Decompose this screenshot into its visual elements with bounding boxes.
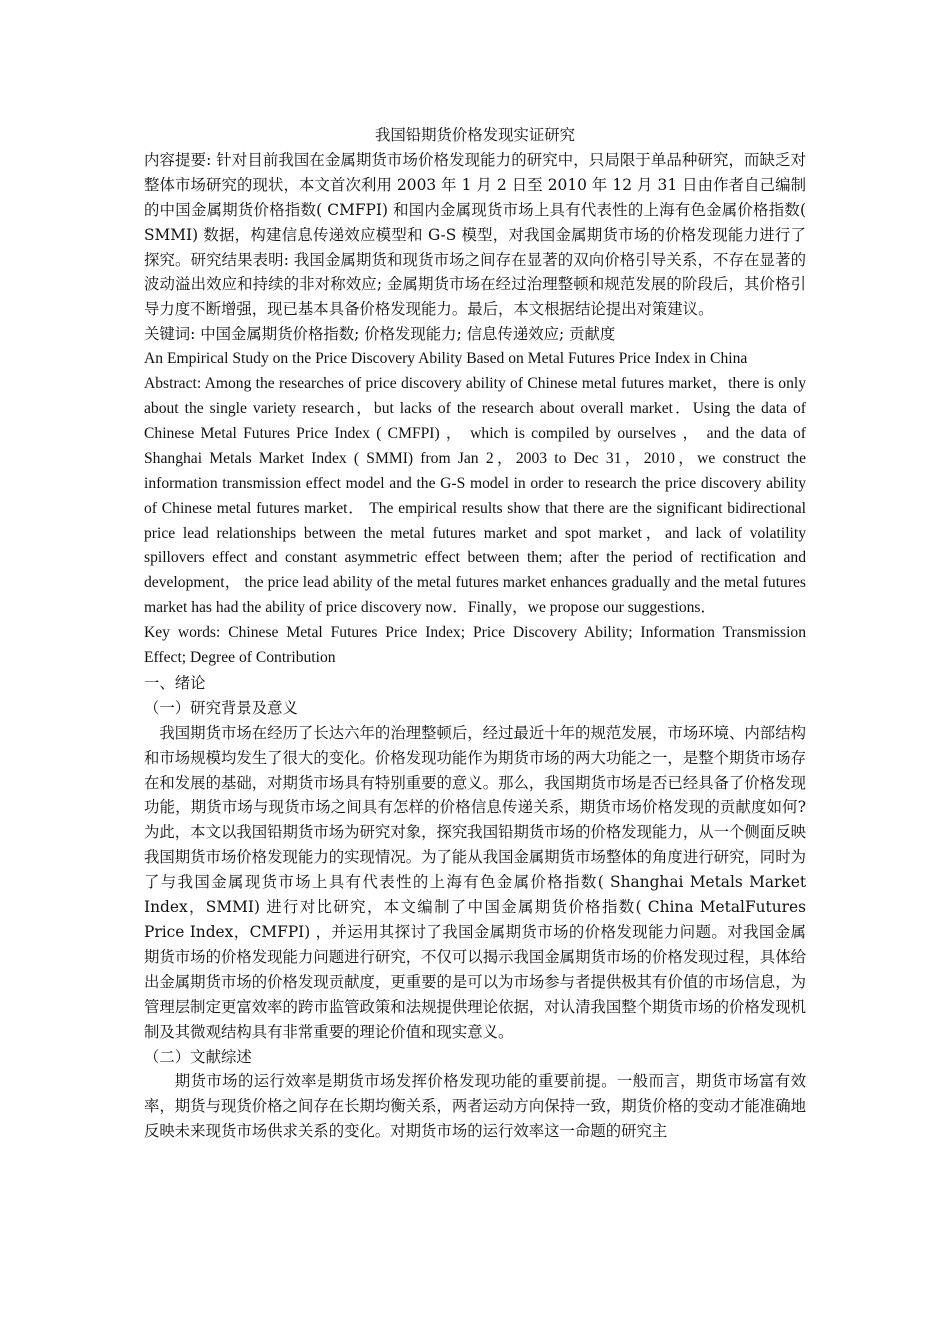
- body-paragraph-background: 我国期货市场在经历了长达六年的治理整顿后，经过最近十年的规范发展，市场环境、内部结构和市场规模均发生了很大的变化。价格发现功能作为期货市场的两大功能之一，是整个期货市场存在和发展的基础，对期货市场具有特别重要的意义。那么，我国期货市场是否已经具备了价格发现功能，期货市场与现货市场之间具有怎样的价格信息传递关系，期货市场价格发现的贡献度如何? 为此，本文以我国铅期货市场为研究对象，探究我国铅期货市场的价格发现能力，从一个侧面反映我国期货市场价格发现能力的实现情况。为了能从我国金属期货市场整体的角度进行研究，同时为了与我国金属现货市场上具有代表性的上海有色金属价格指数( Shanghai Metals Market Index，SMMI) 进行对比研究，本文编制了中国金属期货价格指数( China MetalFutures Price Index，CMFPI) ，并运用其探讨了我国金属期货市场的价格发现能力问题。对我国金属期货市场的价格发现能力问题进行研究，不仅可以揭示我国金属期货市场的价格发现过程，具体给出金属期货市场的价格发现贡献度，更重要的是可以为市场参与者提供极其有价值的市场信息，为管理层制定更富效率的跨市监管政策和法规提供理论依据，对认清我国整个期货市场的价格发现机制及其微观结构具有非常重要的理论价值和现实意义。: [144, 723, 806, 1041]
- subsection-heading-background: （一）研究背景及意义: [144, 698, 298, 717]
- body-paragraph-literature: 期货市场的运行效率是期货市场发挥价格发现功能的重要前提。一般而言，期货市场富有效率，期货与现货价格之间存在长期均衡关系，两者运动方向保持一致，期货价格的变动才能准确地反映未来现货市场供求关系的变化。对期货市场的运行效率这一命题的研究主: [144, 1072, 806, 1141]
- document-page: [144, 123, 806, 1144]
- abstract-cn: 内容提要: 针对目前我国在金属期货市场价格发现能力的研究中，只局限于单品种研究，而缺乏对整体市场研究的现状，本文首次利用 2003 年 1 月 2 日至 2010 年 12 月 31 日由作者自己编制的中国金属期货价格指数( CMFPI) 和国内金属现货市场上具有代表性的上海有色金属价格指数( SMMI) 数据，构建信息传递效应模型和 G-S 模型，对我国金属期货市场的价格发现能力进行了探究。研究结果表明: 我国金属期货和现货市场之间存在显著的双向价格引导关系，不存在显著的波动溢出效应和持续的非对称效应; 金属期货市场在经过治理整顿和规范发展的阶段后，其价格引导力度不断增强，现已基本具备价格发现能力。最后，本文根据结论提出对策建议。: [144, 150, 806, 319]
- keywords-cn: 关键词: 中国金属期货价格指数; 价格发现能力; 信息传递效应; 贡献度: [144, 325, 616, 344]
- title-en: An Empirical Study on the Price Discovery Ability Based on Metal Futures Price Index in China: [144, 350, 748, 368]
- section-heading-introduction: 一、绪论: [144, 673, 206, 692]
- keywords-en: Key words: Chinese Metal Futures Price Index; Price Discovery Ability; Information Transmission Effect; Degree of Contribution: [144, 624, 806, 667]
- subsection-heading-literature: （二）文献综述: [144, 1047, 252, 1066]
- document-title: 我国铅期货价格发现实证研究: [374, 126, 576, 144]
- abstract-en: Abstract: Among the researches of price discovery ability of Chinese metal futures market，there is only about the single variety research，but lacks of the research about overall market．Using the data of Chinese Metal Futures Price Index ( CMFPI) ， which is compiled by ourselves ， and the data of Shanghai Metals Market Index ( SMMI) from Jan 2，2003 to Dec 31，2010，we construct the information transmission effect model and the G-S model in order to research the price discovery ability of Chinese metal futures market． The empirical results show that there are the significant bidirectional price lead relationships between the metal futures market and spot market，and lack of volatility spillovers effect and constant asymmetric effect between them; after the period of rectification and development， the price lead ability of the metal futures market enhances gradually and the metal futures market has had the ability of price discovery now．Finally，we propose our suggestions．: [144, 375, 806, 617]
